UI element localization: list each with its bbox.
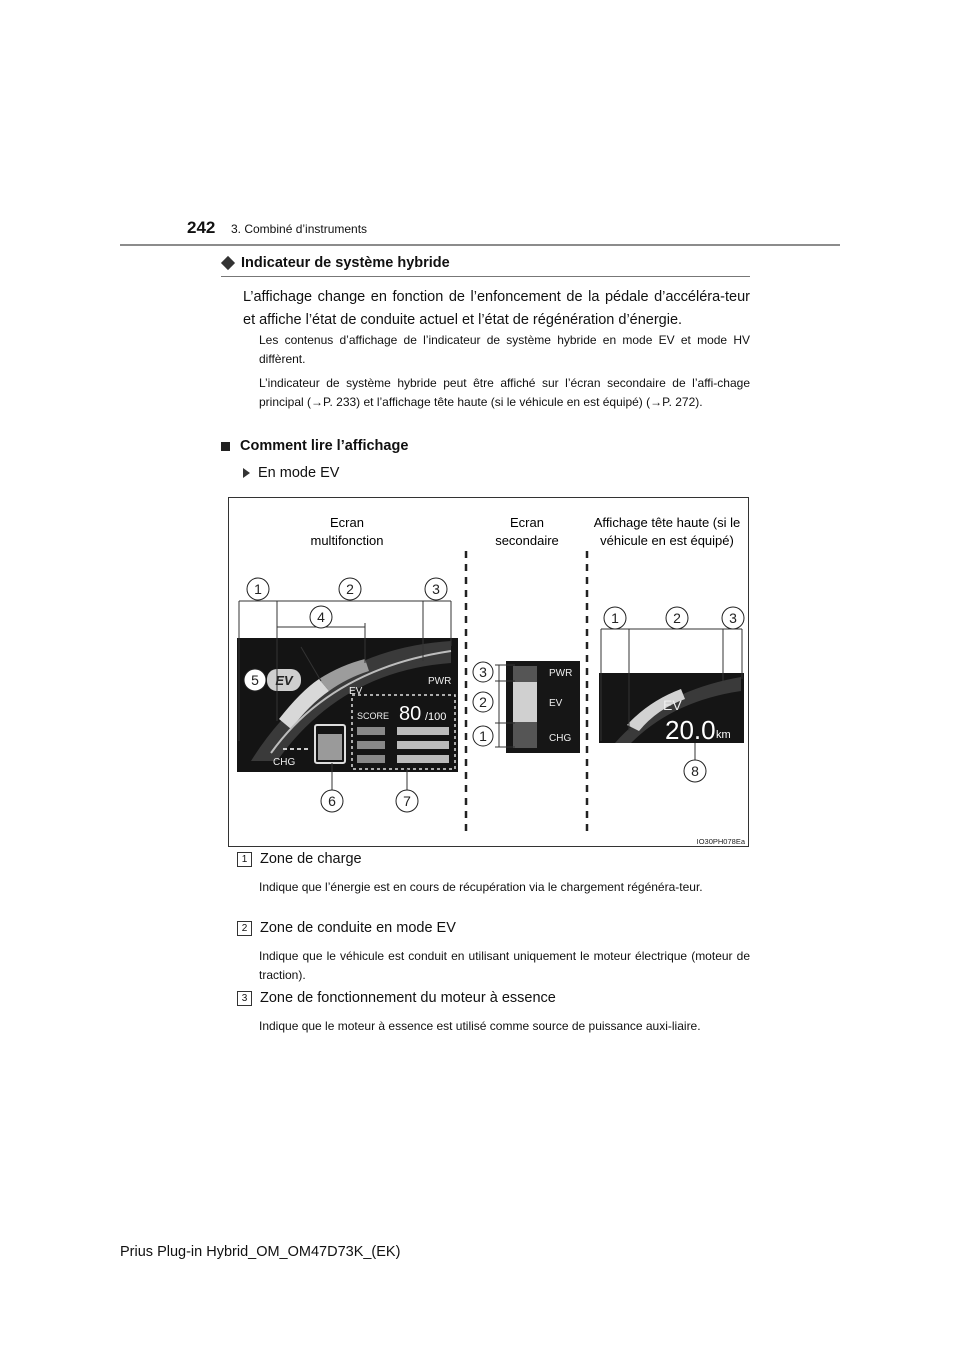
ev-label: EV (549, 698, 563, 709)
subsection-title: Comment lire l’affichage (240, 438, 409, 454)
score-bar (397, 755, 449, 763)
mode-heading (243, 465, 339, 481)
column-heading-line: secondaire (495, 533, 559, 548)
diagram-figure (228, 497, 749, 847)
callout-number: 2 (673, 610, 681, 626)
column-heading-line: véhicule en est équipé) (600, 533, 734, 548)
callout-number: 1 (611, 610, 619, 626)
square-bullet-icon (221, 442, 230, 451)
item-title: Zone de charge (260, 851, 362, 867)
callout-number: 6 (328, 793, 336, 809)
item-description: Indique que le moteur à essence est utilisé comme source de puissance auxi-liaire. (259, 1019, 701, 1033)
secondary-ev-fill (513, 682, 537, 722)
header-divider (120, 244, 840, 246)
callout-number: 2 (346, 581, 354, 597)
note-paragraph: Les contenus d’affichage de l’indicateur de système hybride en mode EV et mode HV diffèrent. (259, 333, 750, 366)
mode-label: En mode EV (258, 465, 340, 481)
legend-item (237, 851, 362, 867)
section-heading (221, 255, 450, 271)
callout-number: 4 (317, 609, 325, 625)
item-number: 2 (237, 921, 252, 936)
hud-distance-unit: km (716, 729, 731, 741)
document-footer: Prius Plug-in Hybrid_OM_OM47D73K_(EK) (120, 1244, 401, 1260)
column-heading (311, 515, 384, 548)
pwr-label: PWR (428, 676, 452, 687)
score-bar (397, 741, 449, 749)
triangle-bullet-icon (243, 468, 250, 478)
legend-item (237, 990, 556, 1006)
callout-number: 2 (479, 694, 487, 710)
score-bars (357, 727, 449, 763)
column-heading-line: Ecran (510, 515, 544, 530)
column-heading-line: Affichage tête haute (si le (593, 515, 741, 530)
callout-number: 1 (479, 728, 487, 744)
column-heading (594, 515, 740, 548)
item-number: 1 (237, 852, 252, 867)
intro-paragraph: L’affichage change en fonction de l’enfoncement de la pédale d’accéléra-teur et affiche l’état de conduite actuel et l’état de régénération d’énergie. (243, 289, 750, 328)
note-paragraph: L’indicateur de système hybride peut être affiché sur l’écran secondaire de l’affi-chage principal (→P. 233) et l’affichage tête haute (si le véhicule en est équipé) (→P. 272). (259, 376, 750, 409)
item-description: Indique que l’énergie est en cours de récupération via le chargement régénéra-teur. (259, 880, 703, 894)
score-car-icon (357, 755, 385, 763)
section-title: Indicateur de système hybride (241, 255, 450, 271)
pwr-label: PWR (549, 668, 573, 679)
score-bar (397, 727, 449, 735)
callout-number: 7 (403, 793, 411, 809)
diamond-bullet-icon (221, 256, 235, 270)
item-title: Zone de fonctionnement du moteur à essence (260, 990, 556, 1006)
hud-distance-value: 20.0 (665, 715, 716, 745)
callout-number: 8 (691, 763, 699, 779)
score-max: /100 (425, 711, 447, 723)
item-description: Indique que le véhicule est conduit en utilisant uniquement le moteur électrique (moteur de traction). (259, 949, 750, 982)
score-car-icon (357, 727, 385, 735)
column-heading-line: Ecran (330, 515, 364, 530)
callout-number: 3 (432, 581, 440, 597)
callout-number: 5 (251, 672, 259, 688)
page-number: 242 (187, 218, 216, 237)
battery-level (318, 734, 342, 760)
subsection-heading (221, 438, 408, 454)
chapter-title: 3. Combiné d’instruments (231, 222, 368, 236)
column-heading (495, 515, 559, 548)
ev-badge-label: EV (275, 673, 293, 688)
score-value: 80 (399, 703, 422, 725)
chg-label: CHG (549, 733, 572, 744)
figure-code: IO30PH078Ea (696, 837, 745, 846)
callout-number: 3 (729, 610, 737, 626)
chg-label: CHG (273, 757, 296, 768)
score-label: SCORE (357, 711, 390, 721)
section-divider (221, 276, 750, 277)
item-number: 3 (237, 991, 252, 1006)
legend-item (237, 920, 456, 936)
score-car-icon (357, 741, 385, 749)
ev-label: EV (349, 686, 363, 697)
callout-number: 3 (479, 664, 487, 680)
column-heading-line: multifonction (310, 533, 384, 548)
item-title: Zone de conduite en mode EV (260, 920, 456, 936)
hud-ev-label: EV (663, 697, 682, 713)
callout-number: 1 (254, 581, 262, 597)
